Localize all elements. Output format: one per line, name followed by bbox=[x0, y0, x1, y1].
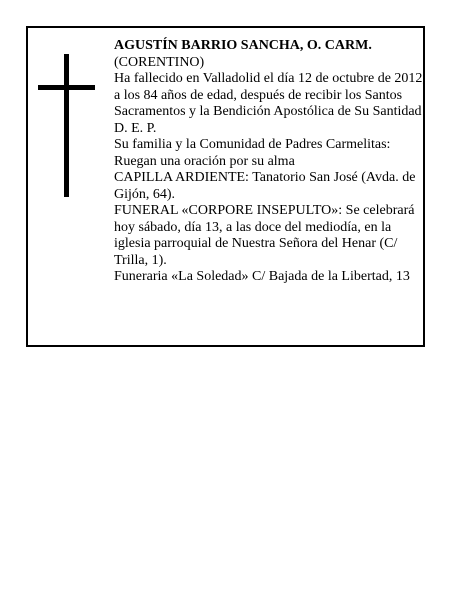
funeral-info: FUNERAL «CORPORE INSEPULTO»: Se celebrará hoy sábado, día 13, a las doce del mediodía, en la iglesia parroquial de Nuestra Señora del Henar (C/ Trilla, 1). bbox=[114, 203, 415, 268]
family-line: Su familia y la Comunidad de Padres Carmelitas: bbox=[114, 137, 391, 152]
dep-line: D. E. P. bbox=[114, 120, 157, 136]
obituary-text bbox=[114, 38, 426, 286]
deceased-name: AGUSTÍN BARRIO SANCHA, O. CARM. bbox=[114, 38, 372, 53]
chapel-info: CAPILLA ARDIENTE: Tanatorio San José (Avda. de Gijón, 64). bbox=[114, 170, 416, 202]
deceased-alias: (CORENTINO) bbox=[114, 54, 205, 70]
funeral-home-info: Funeraria «La Soledad» C/ Bajada de la Libertad, 13 bbox=[114, 269, 410, 284]
cross-horizontal-bar bbox=[38, 85, 95, 90]
prayer-request: Ruegan una oración por su alma bbox=[114, 153, 295, 169]
death-announcement: Ha fallecido en Valladolid el día 12 de octubre de 2012, a los 84 años de edad, después de recibir los Santos Sacramentos y la Bendición Apostólica de Su Santidad bbox=[114, 71, 426, 119]
cross-vertical-bar bbox=[64, 54, 69, 197]
